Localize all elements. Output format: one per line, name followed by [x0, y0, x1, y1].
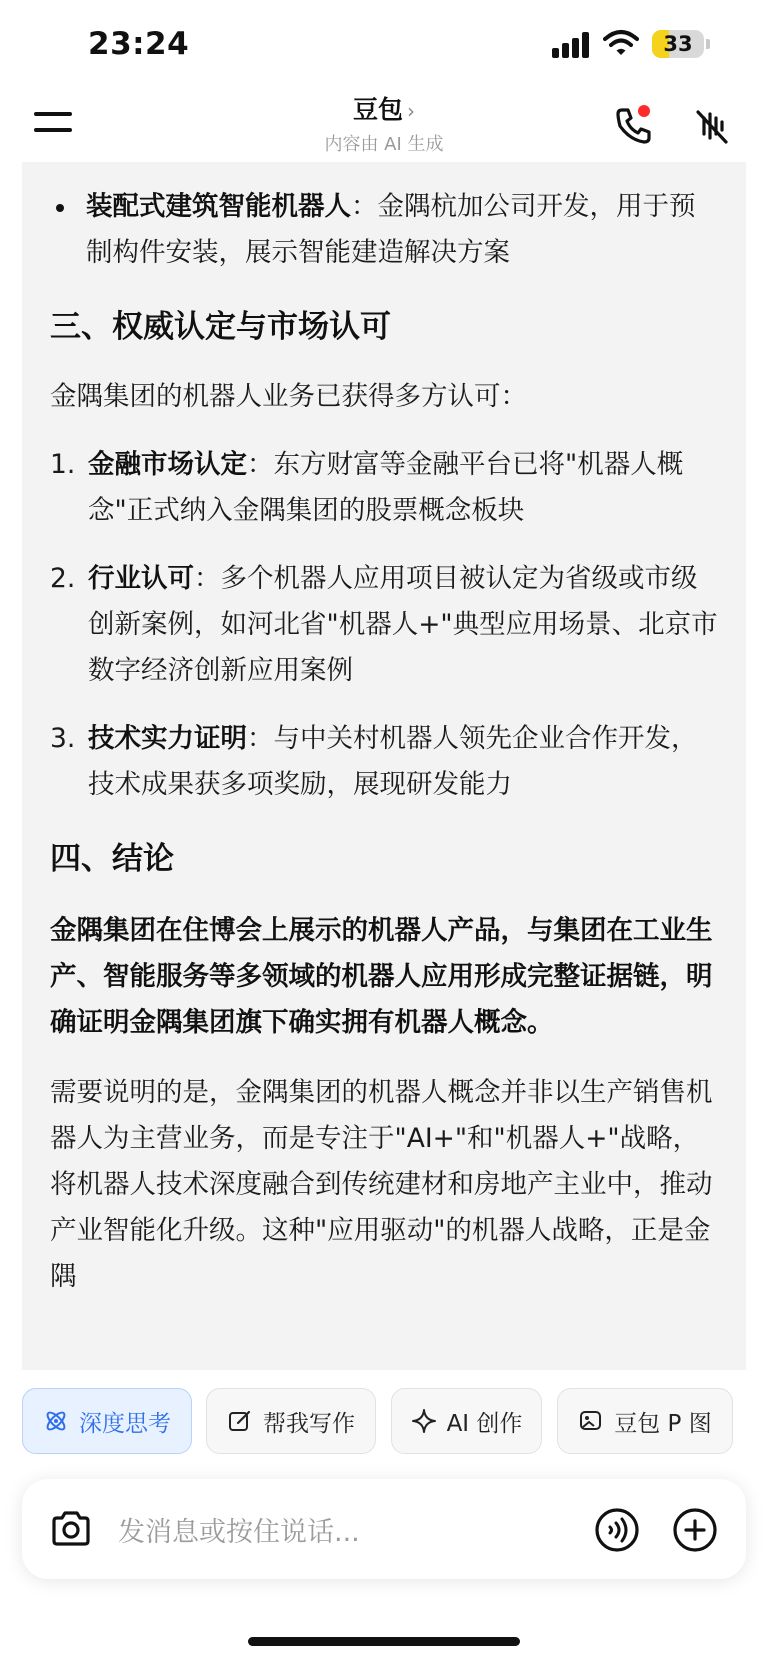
image-edit-icon — [578, 1408, 604, 1434]
chip-label: 豆包 P 图 — [614, 1410, 712, 1437]
voice-call-icon[interactable] — [594, 1507, 640, 1553]
image-edit-button[interactable] — [557, 1388, 733, 1454]
edit-icon — [227, 1408, 253, 1434]
sparkle-icon — [411, 1408, 437, 1434]
list-number: 2. — [50, 563, 76, 594]
list-number: 1. — [50, 449, 76, 480]
chip-label: 深度思考 — [79, 1410, 171, 1437]
help-write-button[interactable] — [206, 1388, 376, 1454]
section-intro: 金隅集团的机器人业务已获得多方认可： — [50, 381, 527, 412]
list-number: 3. — [50, 723, 76, 754]
list-item — [50, 556, 718, 694]
notification-dot — [638, 105, 650, 117]
list-item — [50, 184, 718, 276]
list-item — [50, 442, 718, 534]
status-time: 23:24 — [88, 26, 190, 62]
battery-level: 33 — [663, 32, 693, 56]
chevron-right-icon: › — [407, 99, 415, 123]
ai-create-button[interactable] — [391, 1388, 542, 1454]
message-input-bar — [22, 1479, 746, 1579]
battery-nub — [706, 39, 710, 49]
bullet-title: 装配式建筑智能机器人 — [86, 191, 351, 222]
wifi-icon — [603, 28, 639, 58]
chip-label: AI 创作 — [446, 1410, 523, 1437]
item-title: 行业认可 — [88, 563, 194, 594]
section-heading: 四、结论 — [50, 841, 174, 877]
deep-think-button[interactable] — [22, 1388, 192, 1454]
item-text: ：东方财富等金融平台已将"机器人概念"正式纳入金隅集团的股票概念板块 — [88, 449, 684, 526]
speaker-mute-icon[interactable] — [690, 104, 734, 148]
battery-icon — [652, 30, 704, 58]
item-text: ：多个机器人应用项目被认定为省级或市级创新案例，如河北省"机器人+"典型应用场景、北京市数字经济创新应用案例 — [88, 563, 718, 686]
conclusion-text: 金隅集团在住博会上展示的机器人产品，与集团在工业生产、智能服务等多领域的机器人应用形成完整证据链，明确证明金隅集团旗下确实拥有机器人概念。 — [50, 915, 713, 1038]
item-text: ：与中关村机器人领先企业合作开发，技术成果获多项奖励，展现研发能力 — [88, 723, 698, 800]
chat-header — [0, 86, 768, 162]
message-input[interactable]: 发消息或按住说话... — [118, 1517, 360, 1548]
plus-icon[interactable] — [672, 1507, 718, 1553]
section-heading: 三、权威认定与市场认可 — [50, 309, 391, 345]
home-indicator — [248, 1637, 520, 1646]
ai-generated-notice: 内容由 AI 生成 — [324, 134, 444, 155]
message-content[interactable] — [22, 162, 746, 1370]
atom-icon — [43, 1408, 69, 1434]
item-title: 技术实力证明 — [88, 723, 247, 754]
bullet-text: ：金隅杭加公司开发，用于预制构件安装，展示智能建造解决方案 — [86, 191, 696, 268]
list-item — [50, 716, 718, 808]
chat-title[interactable]: 豆包 — [352, 95, 403, 124]
cellular-signal-icon — [552, 30, 594, 58]
camera-icon[interactable] — [48, 1507, 94, 1551]
chip-label: 帮我写作 — [263, 1410, 355, 1437]
quick-actions-bar — [22, 1388, 768, 1454]
status-bar — [0, 0, 768, 90]
item-title: 金融市场认定 — [88, 449, 247, 480]
note-text: 需要说明的是，金隅集团的机器人概念并非以生产销售机器人为主营业务，而是专注于"AI+"和"机器人+"战略，将机器人技术深度融合到传统建材和房地产主业中，推动产业智能化升级。这种"应用驱动"的机器人战略，正是金隅 — [50, 1077, 713, 1292]
